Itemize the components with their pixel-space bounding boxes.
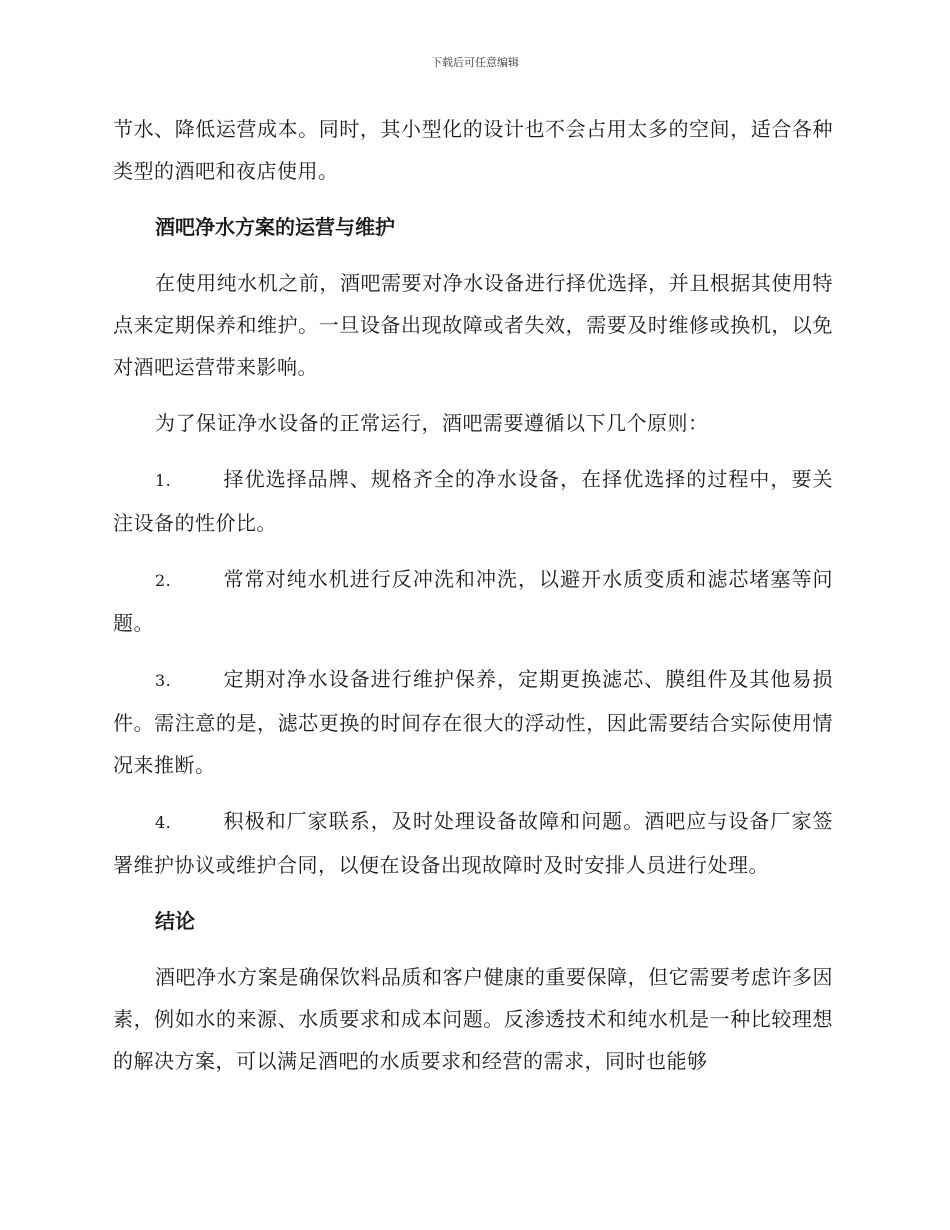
list-number: 4. <box>155 813 172 832</box>
heading-conclusion: 结论 <box>155 909 195 933</box>
list-item <box>113 558 833 644</box>
paragraph-conclusion: 酒吧净水方案是确保饮料品质和客户健康的重要保障，但它需要考虑许多因素，例如水的来源、水质要求和成本问题。反渗透技术和纯水机是一种比较理想的解决方案，可以满足酒吧的水质要求和经营的需求，同时也能够 <box>113 965 833 1073</box>
document-body <box>113 108 833 1082</box>
paragraph-intro: 节水、降低运营成本。同时，其小型化的设计也不会占用太多的空间，适合各种类型的酒吧和夜店使用。 <box>113 117 833 183</box>
list-text: 常常对纯水机进行反冲洗和冲洗，以避开水质变质和滤芯堵塞等问题。 <box>113 567 833 635</box>
list-text: 择优选择品牌、规格齐全的净水设备，在择优选择的过程中，要关注设备的性价比。 <box>113 467 833 535</box>
list-item <box>113 800 833 886</box>
list-text: 积极和厂家联系，及时处理设备故障和问题。酒吧应与设备厂家签署维护协议或维护合同，以便在设备出现故障时及时安排人员进行处理。 <box>113 809 833 877</box>
list-item <box>113 658 833 786</box>
list-number: 2. <box>155 571 172 590</box>
list-item <box>113 458 833 544</box>
heading-maintenance: 酒吧净水方案的运营与维护 <box>155 215 395 239</box>
page-header: 下载后可任意编辑 <box>431 56 519 69</box>
paragraph-maintenance-2: 为了保证净水设备的正常运行，酒吧需要遵循以下几个原则： <box>155 411 709 435</box>
list-number: 1. <box>155 471 172 490</box>
list-text: 定期对净水设备进行维护保养，定期更换滤芯、膜组件及其他易损件。需注意的是，滤芯更换的时间存在很大的浮动性，因此需要结合实际使用情况来推断。 <box>113 667 833 777</box>
paragraph-maintenance-1: 在使用纯水机之前，酒吧需要对净水设备进行择优选择，并且根据其使用特点来定期保养和维护。一旦设备出现故障或者失效，需要及时维修或换机，以免对酒吧运营带来影响。 <box>113 271 833 379</box>
list-number: 3. <box>155 671 172 690</box>
